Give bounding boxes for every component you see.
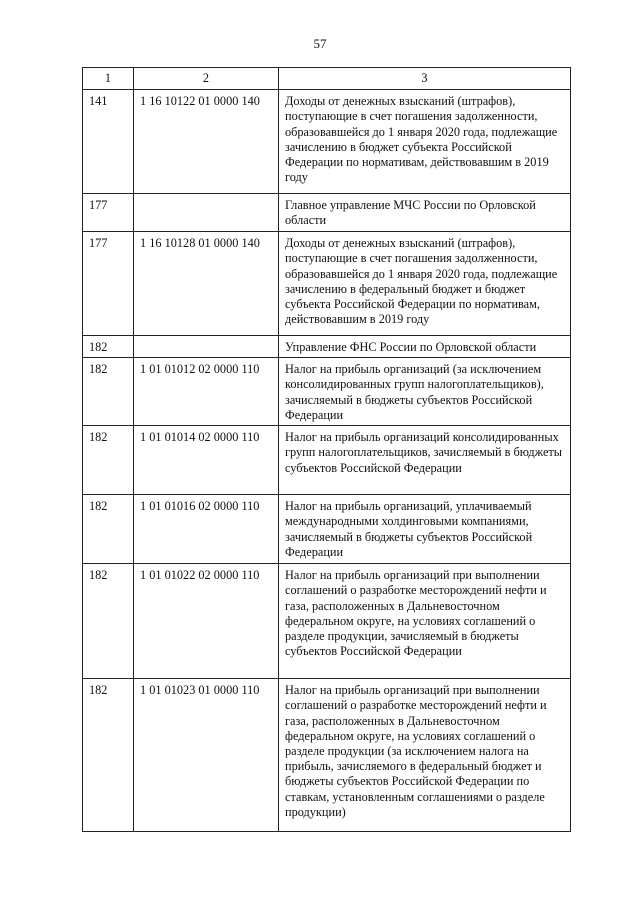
revenue-code-cell: 1 16 10122 01 0000 140 (134, 90, 279, 194)
revenue-description-cell: Налог на прибыль организаций (за исключением консолидированных групп налогоплательщиков), зачисляемый в бюджеты субъектов Российской Федерации (279, 358, 571, 426)
revenue-code-cell: 1 01 01023 01 0000 110 (134, 679, 279, 832)
revenue-description-cell: Доходы от денежных взысканий (штрафов), поступающие в счет погашения задолженности, образовавшейся до 1 января 2020 года, подлежащие зачислению в федеральный бюджет и бюджет субъекта Российской Федерации по нормативам, действовавшим в 2019 году (279, 232, 571, 336)
column-header-2: 2 (134, 68, 279, 90)
table-row (83, 358, 571, 426)
table-row (83, 194, 571, 232)
administrator-name-cell: Управление ФНС России по Орловской области (279, 336, 571, 358)
administrator-code-cell: 141 (83, 90, 134, 194)
revenue-code-cell: 1 16 10128 01 0000 140 (134, 232, 279, 336)
administrator-code-cell: 182 (83, 336, 134, 358)
table-row (83, 336, 571, 358)
revenue-code-cell (134, 336, 279, 358)
revenue-description-cell: Налог на прибыль организаций консолидированных групп налогоплательщиков, зачисляемый в бюджеты субъектов Российской Федерации (279, 426, 571, 495)
administrator-code-cell: 182 (83, 358, 134, 426)
table-row (83, 232, 571, 336)
page-number: 57 (313, 36, 327, 51)
revenue-code-cell: 1 01 01022 02 0000 110 (134, 564, 279, 679)
revenue-code-cell: 1 01 01012 02 0000 110 (134, 358, 279, 426)
administrator-name-cell: Главное управление МЧС России по Орловской области (279, 194, 571, 232)
revenue-code-cell: 1 01 01016 02 0000 110 (134, 495, 279, 564)
revenue-description-cell: Налог на прибыль организаций при выполнении соглашений о разработке месторождений нефти и газа, расположенных в Дальневосточном федеральном округе, на условиях соглашений о разделе продукции, зачисляемый в бюджеты субъектов Российской Федерации (279, 564, 571, 679)
table-row (83, 679, 571, 832)
revenue-code-cell (134, 194, 279, 232)
column-header-3: 3 (279, 68, 571, 90)
administrator-code-cell: 182 (83, 495, 134, 564)
administrator-code-cell: 177 (83, 194, 134, 232)
table-header-row (83, 68, 571, 90)
administrator-code-cell: 182 (83, 679, 134, 832)
administrator-code-cell: 182 (83, 426, 134, 495)
table-row (83, 564, 571, 679)
revenue-description-cell: Налог на прибыль организаций при выполнении соглашений о разработке месторождений нефти и газа, расположенных в Дальневосточном федеральном округе, на условиях соглашений о разделе продукции (за исключением налога на прибыль, зачисляемого в федеральный бюджет и бюджеты субъектов Российской Федерации по ставкам, установленным соглашениями о разделе продукции) (279, 679, 571, 832)
administrator-code-cell: 177 (83, 232, 134, 336)
column-header-1: 1 (83, 68, 134, 90)
revenue-codes-table (82, 67, 571, 832)
revenue-description-cell: Доходы от денежных взысканий (штрафов), поступающие в счет погашения задолженности, образовавшейся до 1 января 2020 года, подлежащие зачислению в бюджет субъекта Российской Федерации по нормативам, действовавшим в 2019 году (279, 90, 571, 194)
revenue-description-cell: Налог на прибыль организаций, уплачиваемый международными холдинговыми компаниями, зачисляемый в бюджеты субъектов Российской Федерации (279, 495, 571, 564)
administrator-code-cell: 182 (83, 564, 134, 679)
table-row (83, 495, 571, 564)
table-row (83, 90, 571, 194)
revenue-code-cell: 1 01 01014 02 0000 110 (134, 426, 279, 495)
table-row (83, 426, 571, 495)
